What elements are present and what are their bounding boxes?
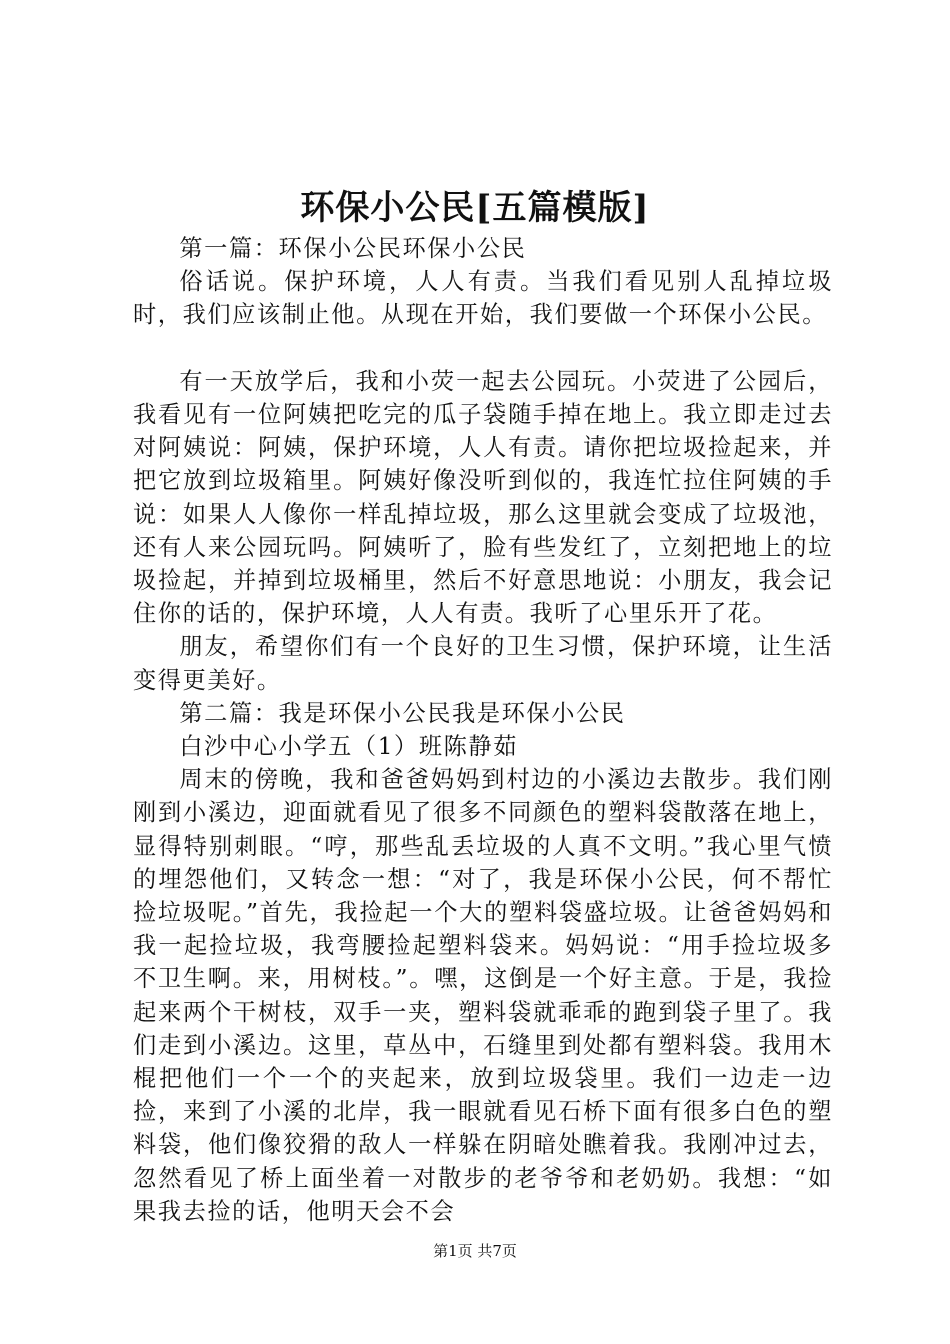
document-title: 环保小公民[五篇模版]	[300, 188, 650, 228]
paragraph: 朋友，希望你们有一个良好的卫生习惯，保护环境，让生活变得更美好。	[133, 633, 833, 694]
author-line: 白沙中心小学五（1）班陈静茹	[179, 733, 518, 761]
page-footer: 第1页 共7页	[433, 1242, 517, 1260]
section-heading-1: 第一篇：环保小公民环保小公民	[179, 235, 527, 262]
document-body	[133, 232, 833, 1228]
paragraph: 俗话说。保护环境，人人有责。当我们看见别人乱掉垃圾时，我们应该制止他。从现在开始，我们要做一个环保小公民。	[133, 268, 833, 329]
paragraph: 周末的傍晚，我和爸爸妈妈到村边的小溪边去散步。我们刚刚到小溪边，迎面就看见了很多不同颜色的塑料袋散落在地上，显得特别刺眼。“哼，那些乱丢垃圾的人真不文明。”我心里气愤的埋怨他们，又转念一想：“对了，我是环保小公民，何不帮忙捡垃圾呢。”首先，我捡起一个大的塑料袋盛垃圾。让爸爸妈妈和我一起捡垃圾，我弯腰捡起塑料袋来。妈妈说：“用手捡垃圾多不卫生啊。来，用树枝。”。嘿，这倒是一个好主意。于是，我捡起来两个干树枝，双手一夹，塑料袋就乖乖的跑到袋子里了。我们走到小溪边。这里，草丛中，石缝里到处都有塑料袋。我用木棍把他们一个一个的夹起来，放到垃圾袋里。我们一边走一边捡，来到了小溪的北岸，我一眼就看见石桥下面有很多白色的塑料袋，他们像狡猾的敌人一样躲在阴暗处瞧着我。我刚冲过去，忽然看见了桥上面坐着一对散步的老爷爷和老奶奶。我想：“如果我去捡的话，他明天会不会	[133, 766, 833, 1225]
paragraph: 有一天放学后，我和小荧一起去公园玩。小荧进了公园后，我看见有一位阿姨把吃完的瓜子袋随手掉在地上。我立即走过去对阿姨说：阿姨，保护环境，人人有责。请你把垃圾捡起来，并把它放到垃圾箱里。阿姨好像没听到似的，我连忙拉住阿姨的手说：如果人人像你一样乱掉垃圾，那么这里就会变成了垃圾池，还有人来公园玩吗。阿姨听了，脸有些发红了，立刻把地上的垃圾捡起，并掉到垃圾桶里，然后不好意思地说：小朋友，我会记住你的话的，保护环境，人人有责。我听了心里乐开了花。	[133, 367, 833, 628]
section-heading-2: 第二篇：我是环保小公民我是环保小公民	[179, 699, 626, 727]
blank-line	[133, 332, 833, 365]
